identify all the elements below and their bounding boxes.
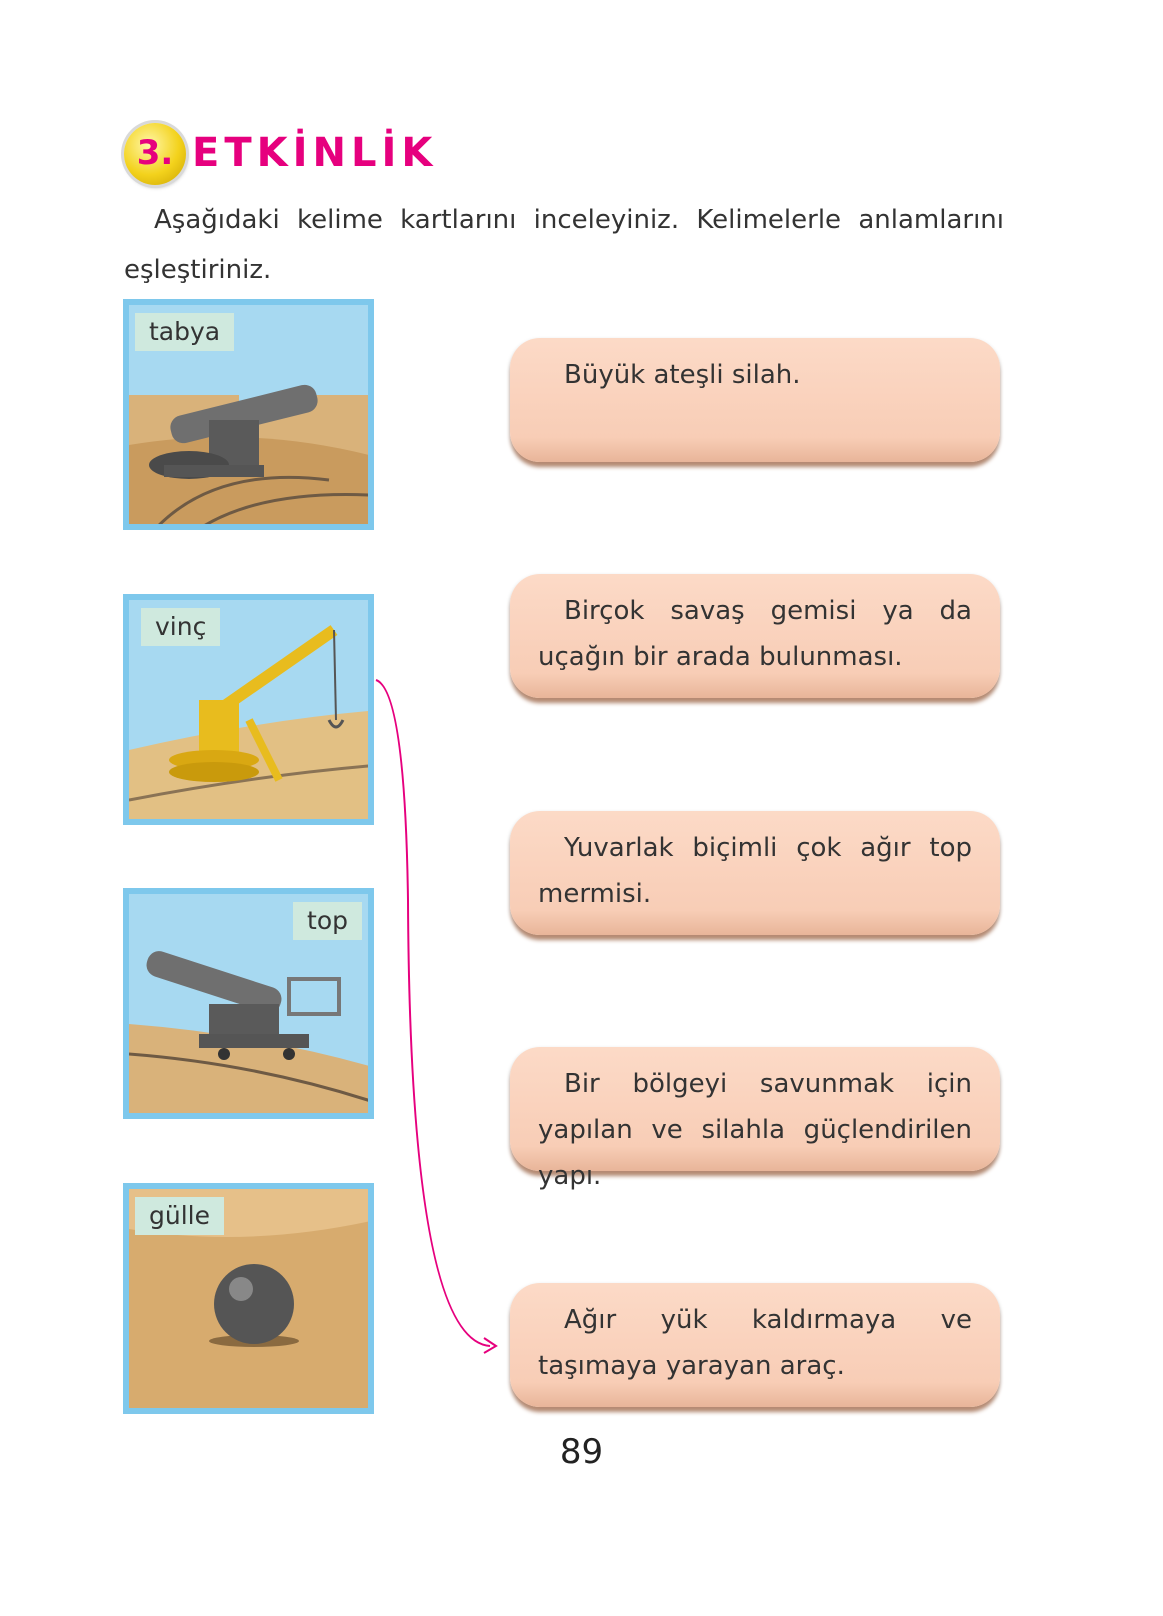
activity-title: ETKİNLİK bbox=[192, 130, 438, 176]
activity-number: 3. bbox=[136, 133, 174, 173]
word-card-label: top bbox=[293, 902, 362, 940]
definition-text: Bir bölgeyi savunmak için yapılan ve silahla güçlendirilen yapı. bbox=[538, 1069, 972, 1191]
word-card-label: gülle bbox=[135, 1197, 224, 1235]
definition-text: Ağır yük kaldırmaya ve taşımaya yarayan araç. bbox=[538, 1305, 972, 1381]
word-card-label: vinç bbox=[141, 608, 220, 646]
instruction-text: Aşağıdaki kelime kartlarını inceleyiniz. Kelimelerle anlamlarını eşleştiriniz. bbox=[124, 205, 1004, 285]
definition-text: Yuvarlak biçimli çok ağır top mermisi. bbox=[538, 833, 972, 909]
definition-text: Birçok savaş gemisi ya da uçağın bir arada bulunması. bbox=[538, 596, 972, 672]
word-card-label: tabya bbox=[135, 313, 234, 351]
page-number: 89 bbox=[559, 1432, 604, 1472]
definition-text: Büyük ateşli silah. bbox=[564, 360, 801, 390]
